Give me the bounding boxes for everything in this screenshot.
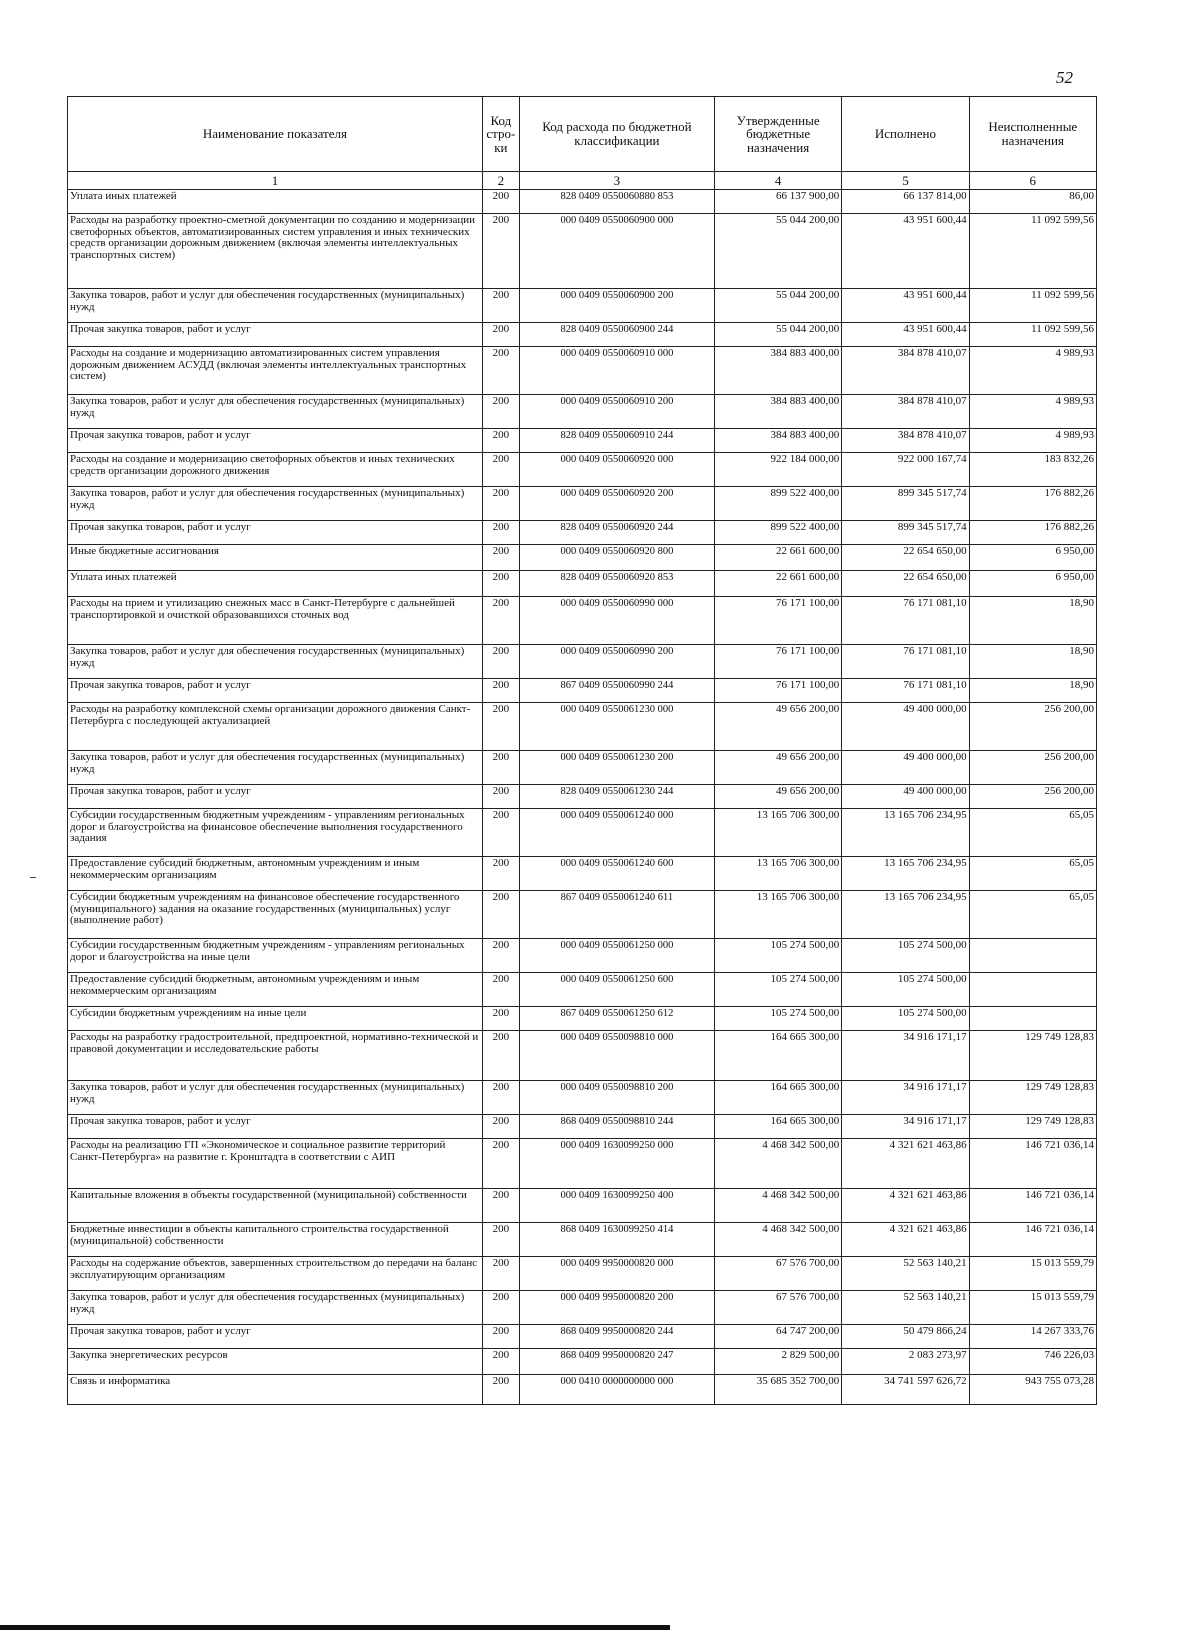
table-row <box>68 1325 1097 1349</box>
column-number-row <box>68 172 1097 190</box>
page-number: 52 <box>1056 68 1073 87</box>
row-name-cell: Бюджетные инвестиции в объекты капитального строительства государственной (муниципальной) собственности <box>68 1223 483 1257</box>
table-row <box>68 597 1097 645</box>
row-code-cell: 200 <box>482 703 519 751</box>
row-unexecuted-cell: 15 013 559,79 <box>969 1291 1096 1325</box>
table-row <box>68 785 1097 809</box>
row-classification-cell: 828 0409 0550060920 244 <box>519 521 714 545</box>
column-header-code: Код стро-ки <box>482 97 519 172</box>
row-executed-cell: 34 916 171,17 <box>842 1081 969 1115</box>
row-executed-cell: 50 479 866,24 <box>842 1325 969 1349</box>
row-approved-cell: 67 576 700,00 <box>714 1257 841 1291</box>
row-name-cell: Субсидии государственным бюджетным учреждениям - управлениям региональных дорог и благоустройства на иные цели <box>68 939 483 973</box>
row-executed-cell: 34 916 171,17 <box>842 1115 969 1139</box>
row-executed-cell: 43 951 600,44 <box>842 289 969 323</box>
row-executed-cell: 899 345 517,74 <box>842 521 969 545</box>
row-approved-cell: 76 171 100,00 <box>714 679 841 703</box>
column-header-name: Наименование показателя <box>68 97 483 172</box>
column-number: 2 <box>482 172 519 190</box>
row-executed-cell: 76 171 081,10 <box>842 597 969 645</box>
table-row <box>68 545 1097 571</box>
row-approved-cell: 4 468 342 500,00 <box>714 1189 841 1223</box>
row-unexecuted-cell: 14 267 333,76 <box>969 1325 1096 1349</box>
column-number: 5 <box>842 172 969 190</box>
row-code-cell: 200 <box>482 323 519 347</box>
row-unexecuted-cell: 256 200,00 <box>969 785 1096 809</box>
row-executed-cell: 43 951 600,44 <box>842 323 969 347</box>
table-header-row <box>68 97 1097 172</box>
row-name-cell: Расходы на реализацию ГП «Экономическое и социальное развитие территорий Санкт-Петербурга» на развитие г. Кронштадта в соответствии с АИП <box>68 1139 483 1189</box>
row-name-cell: Прочая закупка товаров, работ и услуг <box>68 1115 483 1139</box>
row-executed-cell: 384 878 410,07 <box>842 429 969 453</box>
row-approved-cell: 164 665 300,00 <box>714 1031 841 1081</box>
row-approved-cell: 49 656 200,00 <box>714 751 841 785</box>
row-executed-cell: 49 400 000,00 <box>842 785 969 809</box>
row-name-cell: Прочая закупка товаров, работ и услуг <box>68 1325 483 1349</box>
row-approved-cell: 384 883 400,00 <box>714 395 841 429</box>
row-approved-cell: 164 665 300,00 <box>714 1081 841 1115</box>
row-code-cell: 200 <box>482 429 519 453</box>
row-approved-cell: 55 044 200,00 <box>714 323 841 347</box>
row-classification-cell: 000 0409 0550061230 000 <box>519 703 714 751</box>
row-approved-cell: 922 184 000,00 <box>714 453 841 487</box>
row-classification-cell: 000 0409 0550060920 800 <box>519 545 714 571</box>
row-unexecuted-cell: 86,00 <box>969 190 1096 214</box>
table-row <box>68 1349 1097 1375</box>
row-code-cell: 200 <box>482 1115 519 1139</box>
table-row <box>68 939 1097 973</box>
row-unexecuted-cell: 146 721 036,14 <box>969 1139 1096 1189</box>
table-row <box>68 703 1097 751</box>
row-executed-cell: 2 083 273,97 <box>842 1349 969 1375</box>
row-name-cell: Закупка энергетических ресурсов <box>68 1349 483 1375</box>
row-approved-cell: 384 883 400,00 <box>714 347 841 395</box>
table-row <box>68 190 1097 214</box>
row-approved-cell: 13 165 706 300,00 <box>714 857 841 891</box>
row-name-cell: Закупка товаров, работ и услуг для обеспечения государственных (муниципальных) нужд <box>68 487 483 521</box>
row-unexecuted-cell <box>969 1007 1096 1031</box>
row-approved-cell: 35 685 352 700,00 <box>714 1375 841 1405</box>
row-executed-cell: 13 165 706 234,95 <box>842 857 969 891</box>
row-code-cell: 200 <box>482 645 519 679</box>
row-executed-cell: 76 171 081,10 <box>842 679 969 703</box>
row-classification-cell: 000 0409 0550060920 000 <box>519 453 714 487</box>
row-executed-cell: 22 654 650,00 <box>842 545 969 571</box>
row-classification-cell: 868 0409 9950000820 247 <box>519 1349 714 1375</box>
row-classification-cell: 828 0409 0550060920 853 <box>519 571 714 597</box>
table-row <box>68 973 1097 1007</box>
column-number: 4 <box>714 172 841 190</box>
row-unexecuted-cell: 129 749 128,83 <box>969 1115 1096 1139</box>
row-name-cell: Прочая закупка товаров, работ и услуг <box>68 323 483 347</box>
row-name-cell: Закупка товаров, работ и услуг для обеспечения государственных (муниципальных) нужд <box>68 395 483 429</box>
row-approved-cell: 55 044 200,00 <box>714 289 841 323</box>
row-code-cell: 200 <box>482 1349 519 1375</box>
row-code-cell: 200 <box>482 1375 519 1405</box>
row-code-cell: 200 <box>482 679 519 703</box>
row-unexecuted-cell: 15 013 559,79 <box>969 1257 1096 1291</box>
row-classification-cell: 000 0409 0550060910 000 <box>519 347 714 395</box>
row-unexecuted-cell: 176 882,26 <box>969 521 1096 545</box>
row-executed-cell: 4 321 621 463,86 <box>842 1223 969 1257</box>
row-approved-cell: 22 661 600,00 <box>714 571 841 597</box>
row-code-cell: 200 <box>482 939 519 973</box>
table-row <box>68 857 1097 891</box>
column-number: 6 <box>969 172 1096 190</box>
row-classification-cell: 000 0409 0550060900 200 <box>519 289 714 323</box>
table-row <box>68 1257 1097 1291</box>
row-name-cell: Закупка товаров, работ и услуг для обеспечения государственных (муниципальных) нужд <box>68 751 483 785</box>
row-classification-cell: 000 0409 0550061230 200 <box>519 751 714 785</box>
table-row <box>68 395 1097 429</box>
table-body <box>68 190 1097 1405</box>
row-name-cell: Прочая закупка товаров, работ и услуг <box>68 785 483 809</box>
row-code-cell: 200 <box>482 1223 519 1257</box>
row-code-cell: 200 <box>482 395 519 429</box>
table-row <box>68 521 1097 545</box>
column-header-classification: Код расхода по бюджетной классификации <box>519 97 714 172</box>
budget-execution-table <box>67 96 1097 1405</box>
row-code-cell: 200 <box>482 214 519 289</box>
row-code-cell: 200 <box>482 289 519 323</box>
column-header-executed: Исполнено <box>842 97 969 172</box>
row-classification-cell: 000 0409 0550098810 000 <box>519 1031 714 1081</box>
column-number: 3 <box>519 172 714 190</box>
row-code-cell: 200 <box>482 347 519 395</box>
row-classification-cell: 000 0409 0550060900 000 <box>519 214 714 289</box>
row-executed-cell: 49 400 000,00 <box>842 703 969 751</box>
row-unexecuted-cell <box>969 973 1096 1007</box>
row-code-cell: 200 <box>482 597 519 645</box>
table-row <box>68 679 1097 703</box>
row-classification-cell: 000 0409 9950000820 000 <box>519 1257 714 1291</box>
row-unexecuted-cell: 943 755 073,28 <box>969 1375 1096 1405</box>
row-unexecuted-cell: 146 721 036,14 <box>969 1223 1096 1257</box>
row-approved-cell: 55 044 200,00 <box>714 214 841 289</box>
row-approved-cell: 22 661 600,00 <box>714 545 841 571</box>
row-approved-cell: 899 522 400,00 <box>714 521 841 545</box>
row-code-cell: 200 <box>482 1081 519 1115</box>
row-executed-cell: 105 274 500,00 <box>842 939 969 973</box>
row-classification-cell: 868 0409 0550098810 244 <box>519 1115 714 1139</box>
table-row <box>68 453 1097 487</box>
row-code-cell: 200 <box>482 1257 519 1291</box>
row-approved-cell: 2 829 500,00 <box>714 1349 841 1375</box>
row-code-cell: 200 <box>482 1291 519 1325</box>
row-executed-cell: 34 916 171,17 <box>842 1031 969 1081</box>
row-unexecuted-cell: 6 950,00 <box>969 571 1096 597</box>
row-unexecuted-cell: 4 989,93 <box>969 395 1096 429</box>
row-executed-cell: 66 137 814,00 <box>842 190 969 214</box>
table-row <box>68 809 1097 857</box>
row-name-cell: Закупка товаров, работ и услуг для обеспечения государственных (муниципальных) нужд <box>68 645 483 679</box>
row-code-cell: 200 <box>482 1031 519 1081</box>
row-approved-cell: 64 747 200,00 <box>714 1325 841 1349</box>
row-approved-cell: 105 274 500,00 <box>714 939 841 973</box>
scan-mark <box>30 877 36 878</box>
row-name-cell: Субсидии государственным бюджетным учреждениям - управлениям региональных дорог и благоустройства на финансовое обеспечение выполнения государственного задания <box>68 809 483 857</box>
row-classification-cell: 000 0409 0550061240 600 <box>519 857 714 891</box>
table-row <box>68 1223 1097 1257</box>
row-executed-cell: 34 741 597 626,72 <box>842 1375 969 1405</box>
row-executed-cell: 43 951 600,44 <box>842 214 969 289</box>
row-executed-cell: 76 171 081,10 <box>842 645 969 679</box>
table-row <box>68 751 1097 785</box>
row-classification-cell: 000 0409 0550098810 200 <box>519 1081 714 1115</box>
row-name-cell: Прочая закупка товаров, работ и услуг <box>68 521 483 545</box>
row-executed-cell: 105 274 500,00 <box>842 973 969 1007</box>
row-code-cell: 200 <box>482 453 519 487</box>
row-approved-cell: 4 468 342 500,00 <box>714 1223 841 1257</box>
row-unexecuted-cell: 18,90 <box>969 597 1096 645</box>
row-code-cell: 200 <box>482 973 519 1007</box>
row-code-cell: 200 <box>482 1189 519 1223</box>
row-unexecuted-cell: 65,05 <box>969 809 1096 857</box>
row-code-cell: 200 <box>482 190 519 214</box>
row-name-cell: Уплата иных платежей <box>68 571 483 597</box>
row-executed-cell: 4 321 621 463,86 <box>842 1139 969 1189</box>
row-name-cell: Предоставление субсидий бюджетным, автономным учреждениям и иным некоммерческим организациям <box>68 973 483 1007</box>
row-unexecuted-cell <box>969 939 1096 973</box>
row-unexecuted-cell: 65,05 <box>969 857 1096 891</box>
row-classification-cell: 868 0409 9950000820 244 <box>519 1325 714 1349</box>
row-approved-cell: 164 665 300,00 <box>714 1115 841 1139</box>
row-name-cell: Субсидии бюджетным учреждениям на финансовое обеспечение государственного (муниципального) задания на оказание государственных (муниципальных) услуг (выполнение работ) <box>68 891 483 939</box>
row-name-cell: Расходы на разработку комплексной схемы организации дорожного движения Санкт-Петербурга с последующей актуализацией <box>68 703 483 751</box>
row-unexecuted-cell: 11 092 599,56 <box>969 214 1096 289</box>
row-code-cell: 200 <box>482 521 519 545</box>
row-classification-cell: 000 0409 0550061240 000 <box>519 809 714 857</box>
row-unexecuted-cell: 18,90 <box>969 645 1096 679</box>
row-unexecuted-cell: 6 950,00 <box>969 545 1096 571</box>
row-classification-cell: 000 0409 0550060990 000 <box>519 597 714 645</box>
table-row <box>68 891 1097 939</box>
row-classification-cell: 828 0409 0550061230 244 <box>519 785 714 809</box>
row-name-cell: Иные бюджетные ассигнования <box>68 545 483 571</box>
row-executed-cell: 105 274 500,00 <box>842 1007 969 1031</box>
row-unexecuted-cell: 256 200,00 <box>969 703 1096 751</box>
row-code-cell: 200 <box>482 1325 519 1349</box>
row-code-cell: 200 <box>482 545 519 571</box>
row-code-cell: 200 <box>482 891 519 939</box>
row-name-cell: Уплата иных платежей <box>68 190 483 214</box>
row-executed-cell: 13 165 706 234,95 <box>842 891 969 939</box>
column-number: 1 <box>68 172 483 190</box>
row-unexecuted-cell: 146 721 036,14 <box>969 1189 1096 1223</box>
table-row <box>68 487 1097 521</box>
column-header-unexecuted: Неисполненные назначения <box>969 97 1096 172</box>
row-classification-cell: 828 0409 0550060880 853 <box>519 190 714 214</box>
table-row <box>68 571 1097 597</box>
table-row <box>68 1291 1097 1325</box>
table-row <box>68 323 1097 347</box>
row-approved-cell: 66 137 900,00 <box>714 190 841 214</box>
row-name-cell: Предоставление субсидий бюджетным, автономным учреждениям и иным некоммерческим организациям <box>68 857 483 891</box>
table-row <box>68 214 1097 289</box>
table-row <box>68 1189 1097 1223</box>
row-approved-cell: 4 468 342 500,00 <box>714 1139 841 1189</box>
row-approved-cell: 899 522 400,00 <box>714 487 841 521</box>
row-approved-cell: 13 165 706 300,00 <box>714 809 841 857</box>
scan-edge-bar <box>0 1625 670 1630</box>
row-name-cell: Расходы на разработку проектно-сметной документации по созданию и модернизации светофорных объектов, автоматизированных систем управления и иных технических средств организации дорожным движением (включая элементы интеллектуальных транспортных систем) <box>68 214 483 289</box>
row-executed-cell: 22 654 650,00 <box>842 571 969 597</box>
column-header-approved: Утвержденные бюджетные назначения <box>714 97 841 172</box>
table-row <box>68 645 1097 679</box>
row-classification-cell: 000 0409 0550061250 600 <box>519 973 714 1007</box>
row-executed-cell: 4 321 621 463,86 <box>842 1189 969 1223</box>
row-unexecuted-cell: 129 749 128,83 <box>969 1031 1096 1081</box>
table-row <box>68 1115 1097 1139</box>
row-unexecuted-cell: 746 226,03 <box>969 1349 1096 1375</box>
row-executed-cell: 52 563 140,21 <box>842 1257 969 1291</box>
row-name-cell: Расходы на разработку градостроительной, предпроектной, нормативно-технической и правовой документации и исследовательские работы <box>68 1031 483 1081</box>
row-approved-cell: 49 656 200,00 <box>714 703 841 751</box>
row-name-cell: Закупка товаров, работ и услуг для обеспечения государственных (муниципальных) нужд <box>68 1291 483 1325</box>
row-classification-cell: 000 0410 0000000000 000 <box>519 1375 714 1405</box>
row-approved-cell: 67 576 700,00 <box>714 1291 841 1325</box>
row-executed-cell: 922 000 167,74 <box>842 453 969 487</box>
row-executed-cell: 49 400 000,00 <box>842 751 969 785</box>
row-code-cell: 200 <box>482 1139 519 1189</box>
row-executed-cell: 13 165 706 234,95 <box>842 809 969 857</box>
row-classification-cell: 867 0409 0550060990 244 <box>519 679 714 703</box>
row-name-cell: Прочая закупка товаров, работ и услуг <box>68 679 483 703</box>
row-approved-cell: 13 165 706 300,00 <box>714 891 841 939</box>
row-code-cell: 200 <box>482 487 519 521</box>
row-approved-cell: 105 274 500,00 <box>714 1007 841 1031</box>
row-approved-cell: 49 656 200,00 <box>714 785 841 809</box>
row-code-cell: 200 <box>482 751 519 785</box>
row-executed-cell: 899 345 517,74 <box>842 487 969 521</box>
row-classification-cell: 000 0409 0550061250 000 <box>519 939 714 973</box>
row-classification-cell: 000 0409 0550060990 200 <box>519 645 714 679</box>
row-classification-cell: 867 0409 0550061250 612 <box>519 1007 714 1031</box>
row-name-cell: Расходы на содержание объектов, завершенных строительством до передачи на баланс эксплуатирующим организациям <box>68 1257 483 1291</box>
row-name-cell: Связь и информатика <box>68 1375 483 1405</box>
row-code-cell: 200 <box>482 571 519 597</box>
row-classification-cell: 000 0409 9950000820 200 <box>519 1291 714 1325</box>
row-executed-cell: 384 878 410,07 <box>842 347 969 395</box>
row-classification-cell: 867 0409 0550061240 611 <box>519 891 714 939</box>
row-classification-cell: 000 0409 1630099250 000 <box>519 1139 714 1189</box>
row-code-cell: 200 <box>482 785 519 809</box>
table-row <box>68 429 1097 453</box>
row-approved-cell: 105 274 500,00 <box>714 973 841 1007</box>
row-code-cell: 200 <box>482 1007 519 1031</box>
row-code-cell: 200 <box>482 857 519 891</box>
row-unexecuted-cell: 176 882,26 <box>969 487 1096 521</box>
row-unexecuted-cell: 11 092 599,56 <box>969 323 1096 347</box>
row-unexecuted-cell: 183 832,26 <box>969 453 1096 487</box>
row-classification-cell: 828 0409 0550060900 244 <box>519 323 714 347</box>
row-name-cell: Прочая закупка товаров, работ и услуг <box>68 429 483 453</box>
row-name-cell: Капитальные вложения в объекты государственной (муниципальной) собственности <box>68 1189 483 1223</box>
row-name-cell: Расходы на прием и утилизацию снежных масс в Санкт-Петербурге с дальнейшей транспортировкой и очисткой образовавшихся сточных вод <box>68 597 483 645</box>
row-code-cell: 200 <box>482 809 519 857</box>
table-row <box>68 1007 1097 1031</box>
row-classification-cell: 000 0409 0550060920 200 <box>519 487 714 521</box>
row-unexecuted-cell: 256 200,00 <box>969 751 1096 785</box>
row-executed-cell: 384 878 410,07 <box>842 395 969 429</box>
row-approved-cell: 76 171 100,00 <box>714 597 841 645</box>
table-row <box>68 1139 1097 1189</box>
row-classification-cell: 000 0409 1630099250 400 <box>519 1189 714 1223</box>
row-name-cell: Закупка товаров, работ и услуг для обеспечения государственных (муниципальных) нужд <box>68 289 483 323</box>
row-name-cell: Расходы на создание и модернизацию автоматизированных систем управления дорожным движением АСУДД (включая элементы интеллектуальных транспортных систем) <box>68 347 483 395</box>
row-unexecuted-cell: 18,90 <box>969 679 1096 703</box>
row-approved-cell: 384 883 400,00 <box>714 429 841 453</box>
row-unexecuted-cell: 4 989,93 <box>969 347 1096 395</box>
row-name-cell: Субсидии бюджетным учреждениям на иные цели <box>68 1007 483 1031</box>
row-name-cell: Закупка товаров, работ и услуг для обеспечения государственных (муниципальных) нужд <box>68 1081 483 1115</box>
row-classification-cell: 000 0409 0550060910 200 <box>519 395 714 429</box>
row-classification-cell: 828 0409 0550060910 244 <box>519 429 714 453</box>
row-unexecuted-cell: 129 749 128,83 <box>969 1081 1096 1115</box>
row-name-cell: Расходы на создание и модернизацию светофорных объектов и иных технических средств организации дорожного движения <box>68 453 483 487</box>
table-row <box>68 1375 1097 1405</box>
row-unexecuted-cell: 11 092 599,56 <box>969 289 1096 323</box>
row-unexecuted-cell: 65,05 <box>969 891 1096 939</box>
row-classification-cell: 868 0409 1630099250 414 <box>519 1223 714 1257</box>
row-approved-cell: 76 171 100,00 <box>714 645 841 679</box>
table-row <box>68 1081 1097 1115</box>
row-unexecuted-cell: 4 989,93 <box>969 429 1096 453</box>
table-row <box>68 289 1097 323</box>
row-executed-cell: 52 563 140,21 <box>842 1291 969 1325</box>
table-row <box>68 347 1097 395</box>
table-row <box>68 1031 1097 1081</box>
